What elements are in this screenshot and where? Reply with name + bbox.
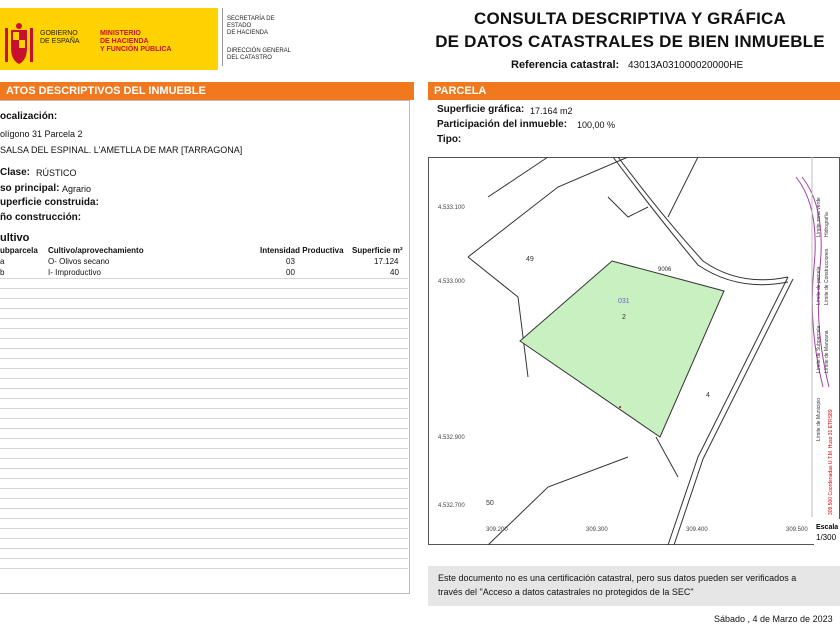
table-row-divider — [0, 418, 408, 419]
page-title-line1: CONSULTA DESCRIPTIVA Y GRÁFICA — [473, 9, 787, 28]
parcel-label: 9006 — [658, 267, 672, 273]
clase-label: Clase: — [0, 167, 31, 178]
table-row-divider — [0, 478, 408, 479]
x-label: 309.500 — [786, 527, 808, 533]
parcel-label: 2 — [622, 314, 626, 321]
table-row-divider — [0, 508, 408, 509]
localizacion-label: ocalización: — [0, 111, 58, 122]
table-row-divider — [0, 528, 408, 529]
superficie-construida-label: uperficie construida: — [0, 197, 99, 208]
col-superficie: Superficie m² — [352, 246, 403, 255]
anio-construccion-label: ño construcción: — [0, 212, 82, 223]
table-row-divider — [0, 538, 408, 539]
gobierno-label: GOBIERNO DE ESPAÑA — [40, 30, 80, 45]
ref-label: Referencia catastral: — [511, 59, 620, 71]
cultivo-cell: O- Olivos secano — [48, 257, 110, 266]
table-row-divider — [0, 338, 408, 339]
subparcela-cell: b — [0, 268, 5, 277]
descriptive-data-bar: ATOS DESCRIPTIVOS DEL INMUEBLE — [0, 82, 414, 100]
secretaria-label: SECRETARÍA DE ESTADO DE HACIENDA — [227, 16, 275, 36]
table-row-divider — [0, 288, 408, 289]
intensidad-cell: 03 — [286, 257, 295, 266]
table-row-divider — [0, 358, 408, 359]
table-row-divider — [0, 348, 408, 349]
uso-value: Agrario — [62, 184, 92, 194]
y-label: 4.532.700 — [438, 503, 465, 509]
tipo-label: Tipo: — [437, 134, 462, 145]
localizacion-line2: SALSA DEL ESPINAL. L'AMETLLA DE MAR [TARRAGONA] — [0, 145, 243, 155]
coat-of-arms-icon — [4, 22, 34, 68]
table-row-divider — [0, 568, 408, 569]
table-row-divider — [0, 498, 408, 499]
secretaria-block — [222, 8, 293, 66]
parcel-label: 49 — [526, 256, 534, 263]
legend-item: Límite de Construcciones — [824, 248, 830, 305]
table-row-divider — [0, 458, 408, 459]
subparcela-cell: a — [0, 257, 5, 266]
col-subparcela: ubparcela — [0, 246, 38, 255]
descriptive-panel — [0, 100, 410, 594]
coordinates-note: 309.500 Coordenadas U.T.M. Huso 31 ETRS89 — [828, 409, 834, 515]
parcel-label: 50 — [486, 500, 494, 507]
x-label: 309.200 — [486, 527, 508, 533]
notice-line1: Este documento no es una certificación catastral, pero sus datos pueden ser verificados a — [438, 573, 797, 583]
centroid-marker — [619, 406, 621, 408]
superficie-grafica-label: Superficie gráfica: — [437, 104, 525, 115]
superficie-cell: 17.124 — [374, 257, 399, 266]
legend-item: Límite zona verde — [816, 197, 822, 237]
table-row-divider — [0, 518, 408, 519]
uso-label: so principal: — [0, 183, 60, 194]
table-row-divider — [0, 388, 408, 389]
y-label: 4.532.900 — [438, 435, 465, 441]
parcela-bar: PARCELA — [428, 82, 840, 100]
ref-value: 43013A031000020000HE — [628, 60, 744, 71]
parcel-label: 031 — [618, 298, 630, 305]
table-row-divider — [0, 378, 408, 379]
participacion-label: Participación del inmueble: — [437, 119, 568, 130]
scale-label: Escala — [816, 524, 839, 531]
y-label: 4.533.100 — [438, 205, 465, 211]
parcel-map — [428, 157, 840, 545]
notice-box — [428, 566, 840, 606]
table-row-divider — [0, 368, 408, 369]
cultivo-label: ultivo — [0, 232, 30, 244]
table-row-divider — [0, 398, 408, 399]
notice-line2: través del "Acceso a datos catastrales no protegidos de la SEC" — [438, 587, 694, 597]
government-logo — [0, 8, 218, 70]
parcel-label: 4 — [706, 392, 710, 399]
scale-value: 1/300 — [816, 533, 837, 542]
document-date: Sábado , 4 de Marzo de 2023 — [714, 614, 833, 624]
legend-item: Límite de Municipio — [816, 397, 822, 441]
table-row-divider — [0, 328, 408, 329]
localizacion-line1: olígono 31 Parcela 2 — [0, 129, 83, 139]
x-label: 309.400 — [686, 527, 708, 533]
table-row-divider — [0, 308, 408, 309]
ministerio-label: MINISTERIO DE HACIENDA Y FUNCIÓN PÚBLICA — [100, 30, 172, 53]
clase-value: RÚSTICO — [36, 168, 77, 178]
page-title-line2: DE DATOS CATASTRALES DE BIEN INMUEBLE — [435, 32, 825, 51]
intensidad-cell: 00 — [286, 268, 295, 277]
superficie-cell: 40 — [390, 268, 399, 277]
table-row-divider — [0, 488, 408, 489]
table-row-divider — [0, 448, 408, 449]
y-label: 4.533.000 — [438, 279, 465, 285]
direccion-label: DIRECCIÓN GENERAL DEL CATASTRO — [227, 48, 292, 61]
legend-item: Límite de Manzana — [824, 330, 830, 373]
table-row-divider — [0, 408, 408, 409]
legend-item: Límite de Subparcela — [816, 325, 822, 373]
x-label: 309.300 — [586, 527, 608, 533]
table-row-divider — [0, 438, 408, 439]
superficie-grafica-value: 17.164 m2 — [530, 106, 573, 116]
table-row-divider — [0, 558, 408, 559]
table-row-divider — [0, 298, 408, 299]
table-row-divider — [0, 428, 408, 429]
table-row-divider — [0, 548, 408, 549]
col-cultivo: Cultivo/aprovechamiento — [48, 246, 144, 255]
col-intensidad: Intensidad Productiva — [260, 246, 344, 255]
table-row-divider — [0, 318, 408, 319]
legend-item: Límite de parcela — [816, 266, 822, 305]
table-row-divider — [0, 278, 408, 279]
cultivo-cell: I- Improductivo — [48, 268, 101, 277]
legend-item: Hidrografía — [824, 212, 830, 237]
participacion-value: 100,00 % — [577, 120, 616, 130]
table-row-divider — [0, 468, 408, 469]
